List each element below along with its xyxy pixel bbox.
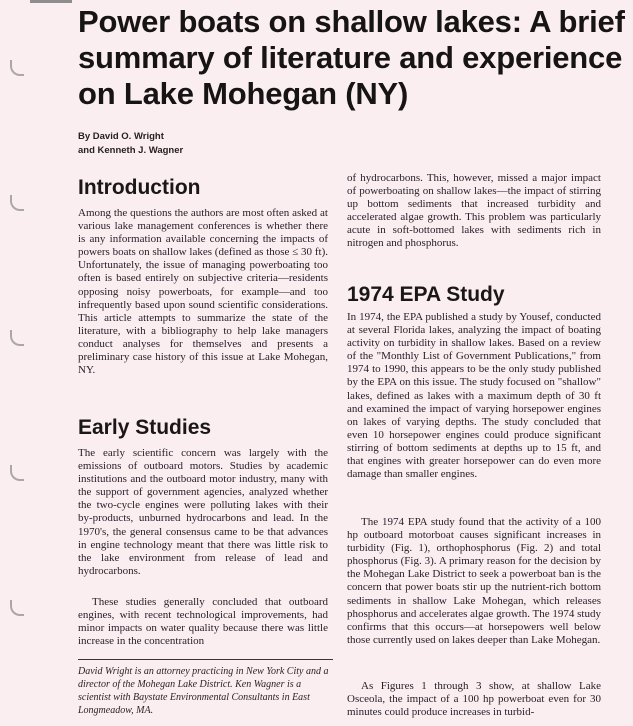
epa-study-paragraph-2: The 1974 EPA study found that the activity of a 100 hp outboard motorboat causes significant increases in turbidity (Fig. 1), orthophosphorus (Fig. 2) and total phosphorus (Fig. 3). A primary reason for the decision by the Mohegan Lake District to seek a powerboat ban is the concern that power boats stir up the nutrient-rich bottom sediments in shallow Lake Mohegan, which releases phosphorus and accelerates algae growth. The 1974 study confirms that this occurs—at horsepowers well below those currently used on lakes deeper than Lake Mohegan. bbox=[347, 516, 601, 646]
early-studies-paragraph-1: The early scientific concern was largely with the emissions of outboard motors. Studies by academic institutions and the outboard motor industry, many with the support of government agencies, analyzed whether the two-cycle engines were polluting lakes with their by-products, unburned hydrocarbons and lead. In the 1970's, the general consensus came to be that advances in engine technology meant that there was little risk to the lake environment from release of lead and hydrocarbons. bbox=[78, 447, 328, 577]
binder-hole-mark bbox=[10, 60, 24, 76]
top-scan-mark bbox=[30, 0, 72, 3]
epa-study-heading: 1974 EPA Study bbox=[347, 283, 505, 306]
author-footnote: David Wright is an attorney practicing in New York City and a director of the Mohegan Lake District. Ken Wagner is a scientist with Baystate Environmental Consultants in East Longmeadow, MA. bbox=[78, 666, 329, 716]
early-studies-paragraph-2: These studies generally concluded that outboard engines, with recent technological improvements, had minor impacts on water quality because there was little increase in the concentration bbox=[78, 596, 328, 648]
binder-hole-mark bbox=[10, 600, 24, 616]
continuation-paragraph: of hydrocarbons. This, however, missed a major impact of powerboating on shallow lakes—the impact of stirring up bottom sediments that increased turbidity and accelerated algae growth. This problem was particularly acute in soft-bottomed lakes with sediments rich in nitrogen and phosphorus. bbox=[347, 172, 601, 250]
introduction-heading: Introduction bbox=[78, 176, 201, 199]
article-title: Power boats on shallow lakes: A brief summary of literature and experience on Lake Mohegan (NY) bbox=[78, 4, 625, 111]
author-byline bbox=[78, 130, 183, 158]
epa-study-paragraph-1: In 1974, the EPA published a study by Yousef, conducted at several Florida lakes, analyzing the impact of boating activity on turbidity in shallow lakes. Based on a review of the "Monthly List of Government Publications," from 1974 to 1990, this appears to be the only study published by the EPA on this issue. The study focused on "shallow" lakes, defined as lakes with a maximum depth of 30 ft and examined the impact of varying horsepower engines on lakes of varying depths. The study concluded that even 10 horsepower engines could produce significant stirring of bottom sediments at depths up to 15 ft, and that engines with greater horsepower can do even more damage than smaller engines. bbox=[347, 311, 601, 481]
binder-hole-mark bbox=[10, 195, 24, 211]
epa-study-paragraph-3: As Figures 1 through 3 show, at shallow Lake Osceola, the impact of a 100 hp powerboat even for 30 minutes could produce increases in turbid- bbox=[347, 680, 601, 719]
author-line: By David O. Wright bbox=[78, 131, 164, 142]
binder-hole-mark bbox=[10, 465, 24, 481]
early-studies-heading: Early Studies bbox=[78, 416, 212, 439]
introduction-paragraph: Among the questions the authors are most often asked at various lake management conferences is whether there is any information available concerning the impacts of powers boats on shallow lakes (defined as those ≤ 30 ft). Unfortunately, the issue of managing powerboating too often is based entirely on subjective criteria—residents opposing noisy powerboats, for example—and too infrequently based upon sound scientific considerations. This article attempts to summarize the state of the literature, with a bibliography to help lake managers conduct analyses for themselves and presents a preliminary case history of this issue at Lake Mohegan, NY. bbox=[78, 207, 328, 377]
author-line: and Kenneth J. Wagner bbox=[78, 145, 184, 156]
footnote-divider bbox=[78, 659, 333, 660]
binder-hole-mark bbox=[10, 330, 24, 346]
